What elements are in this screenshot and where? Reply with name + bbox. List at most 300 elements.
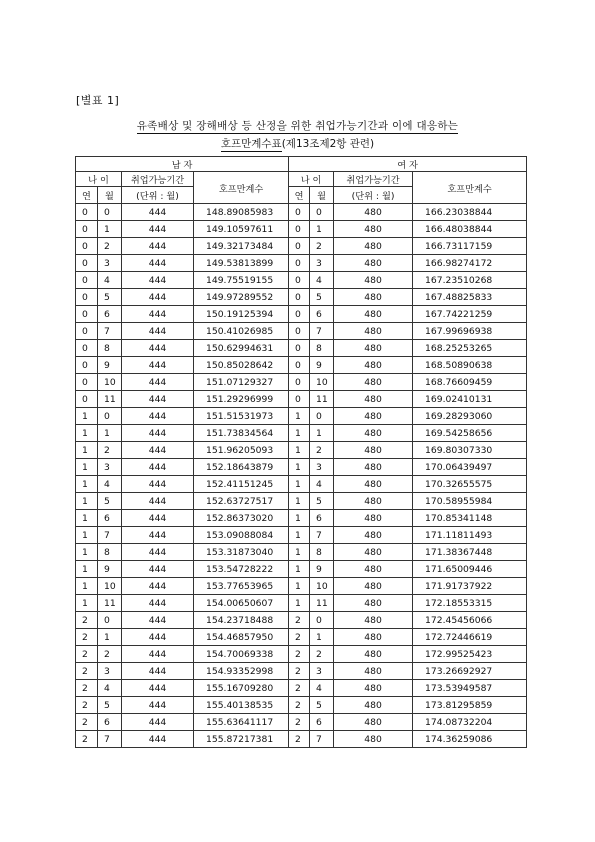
female-work-period-cell: 480 [334, 255, 413, 272]
male-coef-cell: 152.41151245 [194, 476, 289, 493]
table-title-line2 [0, 136, 595, 151]
male-age-year-cell: 0 [76, 272, 98, 289]
female-coef-cell: 169.54258656 [413, 425, 527, 442]
table-row [76, 663, 527, 680]
female-header: 여 자 [289, 157, 527, 172]
table-row [76, 544, 527, 561]
female-work-period-cell: 480 [334, 221, 413, 238]
female-coef-cell: 166.23038844 [413, 204, 527, 221]
male-coef-cell: 149.97289552 [194, 289, 289, 306]
table-row [76, 221, 527, 238]
male-coef-cell: 148.89085983 [194, 204, 289, 221]
table-body [76, 204, 527, 748]
table-row [76, 442, 527, 459]
female-coef-cell: 167.23510268 [413, 272, 527, 289]
male-age-month-cell: 11 [98, 391, 122, 408]
female-age-year-cell: 1 [289, 493, 310, 510]
female-age-month-cell: 5 [310, 697, 334, 714]
female-coef-cell: 173.53949587 [413, 680, 527, 697]
female-age-month-cell: 2 [310, 646, 334, 663]
female-coef-cell: 168.25253265 [413, 340, 527, 357]
male-age-year-cell: 2 [76, 731, 98, 748]
female-age-month-cell: 2 [310, 238, 334, 255]
female-work-period-cell: 480 [334, 697, 413, 714]
female-age-year-cell: 0 [289, 255, 310, 272]
table-row [76, 493, 527, 510]
female-coef-cell: 168.76609459 [413, 374, 527, 391]
female-work-period-header: 취업가능기간 [334, 172, 413, 187]
male-work-period-cell: 444 [122, 374, 194, 391]
male-header: 남 자 [76, 157, 289, 172]
female-age-year-cell: 0 [289, 340, 310, 357]
male-age-year-cell: 0 [76, 238, 98, 255]
female-coef-cell: 171.65009446 [413, 561, 527, 578]
female-work-period-cell: 480 [334, 646, 413, 663]
title-line2-underlined: 호프만계수표 [220, 138, 282, 150]
female-age-year-cell: 1 [289, 595, 310, 612]
male-work-period-cell: 444 [122, 680, 194, 697]
female-work-period-cell: 480 [334, 561, 413, 578]
female-age-year-cell: 1 [289, 476, 310, 493]
title-line2-rest: (제13조제2항 관련) [281, 138, 375, 150]
female-year-header: 연 [289, 187, 310, 204]
female-age-month-cell: 0 [310, 204, 334, 221]
male-age-year-cell: 1 [76, 459, 98, 476]
male-age-year-cell: 1 [76, 544, 98, 561]
female-age-year-cell: 1 [289, 408, 310, 425]
female-coef-cell: 169.80307330 [413, 442, 527, 459]
female-age-month-cell: 9 [310, 561, 334, 578]
male-age-year-cell: 0 [76, 340, 98, 357]
male-coef-cell: 149.75519155 [194, 272, 289, 289]
male-work-period-cell: 444 [122, 459, 194, 476]
male-age-month-cell: 2 [98, 442, 122, 459]
female-work-period-cell: 480 [334, 374, 413, 391]
male-age-year-cell: 2 [76, 629, 98, 646]
male-age-month-cell: 4 [98, 680, 122, 697]
male-work-period-cell: 444 [122, 255, 194, 272]
table-row [76, 255, 527, 272]
female-coef-cell: 167.48825833 [413, 289, 527, 306]
female-work-period-cell: 480 [334, 476, 413, 493]
female-age-year-cell: 0 [289, 221, 310, 238]
female-age-year-cell: 0 [289, 204, 310, 221]
female-age-year-cell: 1 [289, 459, 310, 476]
female-coef-cell: 169.02410131 [413, 391, 527, 408]
female-coef-cell: 166.48038844 [413, 221, 527, 238]
table-row [76, 272, 527, 289]
female-age-month-cell: 8 [310, 340, 334, 357]
male-age-month-cell: 1 [98, 425, 122, 442]
male-age-year-cell: 0 [76, 323, 98, 340]
male-work-period-header: 취업가능기간 [122, 172, 194, 187]
male-age-year-cell: 0 [76, 204, 98, 221]
female-coef-cell: 173.81295859 [413, 697, 527, 714]
table-row [76, 238, 527, 255]
female-age-year-cell: 2 [289, 731, 310, 748]
table-header [76, 157, 527, 204]
female-age-year-cell: 2 [289, 697, 310, 714]
male-age-year-cell: 0 [76, 221, 98, 238]
female-month-header: 월 [310, 187, 334, 204]
female-work-period-cell: 480 [334, 629, 413, 646]
female-age-year-cell: 2 [289, 629, 310, 646]
female-work-period-cell: 480 [334, 663, 413, 680]
female-age-month-cell: 10 [310, 578, 334, 595]
female-coef-cell: 172.45456066 [413, 612, 527, 629]
female-age-month-cell: 7 [310, 323, 334, 340]
male-work-period-cell: 444 [122, 357, 194, 374]
male-coef-cell: 154.23718488 [194, 612, 289, 629]
male-age-month-cell: 7 [98, 323, 122, 340]
male-coef-header: 호프만계수 [194, 172, 289, 204]
female-work-period-cell: 480 [334, 578, 413, 595]
male-age-year-cell: 2 [76, 680, 98, 697]
female-age-month-cell: 5 [310, 289, 334, 306]
female-work-period-cell: 480 [334, 204, 413, 221]
female-age-month-cell: 3 [310, 663, 334, 680]
male-coef-cell: 155.40138535 [194, 697, 289, 714]
table-row [76, 289, 527, 306]
table-row [76, 612, 527, 629]
appendix-label: [별표 1] [76, 94, 120, 107]
female-age-year-cell: 1 [289, 442, 310, 459]
male-age-month-cell: 8 [98, 544, 122, 561]
male-year-header: 연 [76, 187, 98, 204]
table-row [76, 510, 527, 527]
female-age-year-cell: 1 [289, 425, 310, 442]
female-age-month-cell: 4 [310, 680, 334, 697]
male-age-month-cell: 5 [98, 697, 122, 714]
male-coef-cell: 151.51531973 [194, 408, 289, 425]
female-age-month-cell: 1 [310, 425, 334, 442]
female-coef-cell: 170.32655575 [413, 476, 527, 493]
male-work-period-cell: 444 [122, 714, 194, 731]
male-work-period-cell: 444 [122, 527, 194, 544]
male-work-period-cell: 444 [122, 697, 194, 714]
male-age-year-cell: 1 [76, 425, 98, 442]
title-line1-text: 유족배상 및 장해배상 등 산정을 위한 취업가능기간과 이에 대응하는 [136, 120, 459, 132]
female-coef-cell: 167.74221259 [413, 306, 527, 323]
male-coef-cell: 155.63641117 [194, 714, 289, 731]
male-age-month-cell: 0 [98, 612, 122, 629]
male-age-year-cell: 1 [76, 476, 98, 493]
male-unit-header: (단위 : 월) [122, 187, 194, 204]
male-age-header: 나 이 [76, 172, 122, 187]
male-age-year-cell: 2 [76, 697, 98, 714]
male-coef-cell: 153.31873040 [194, 544, 289, 561]
female-coef-cell: 170.06439497 [413, 459, 527, 476]
female-age-month-cell: 6 [310, 306, 334, 323]
female-coef-cell: 166.73117159 [413, 238, 527, 255]
male-work-period-cell: 444 [122, 221, 194, 238]
male-month-header: 월 [98, 187, 122, 204]
male-work-period-cell: 444 [122, 595, 194, 612]
female-work-period-cell: 480 [334, 544, 413, 561]
female-coef-header: 호프만계수 [413, 172, 527, 204]
female-age-month-cell: 11 [310, 391, 334, 408]
female-coef-cell: 171.38367448 [413, 544, 527, 561]
male-age-month-cell: 10 [98, 578, 122, 595]
female-work-period-cell: 480 [334, 680, 413, 697]
male-age-month-cell: 3 [98, 663, 122, 680]
female-work-period-cell: 480 [334, 459, 413, 476]
male-coef-cell: 152.86373020 [194, 510, 289, 527]
female-age-month-cell: 7 [310, 731, 334, 748]
table-row [76, 527, 527, 544]
male-age-month-cell: 3 [98, 459, 122, 476]
male-age-month-cell: 11 [98, 595, 122, 612]
male-work-period-cell: 444 [122, 306, 194, 323]
female-age-year-cell: 0 [289, 374, 310, 391]
female-work-period-cell: 480 [334, 289, 413, 306]
male-age-year-cell: 2 [76, 612, 98, 629]
table-row [76, 357, 527, 374]
female-work-period-cell: 480 [334, 510, 413, 527]
female-age-month-cell: 1 [310, 629, 334, 646]
table-row [76, 646, 527, 663]
male-age-year-cell: 2 [76, 714, 98, 731]
male-age-year-cell: 1 [76, 510, 98, 527]
female-age-month-cell: 9 [310, 357, 334, 374]
table-row [76, 323, 527, 340]
male-age-month-cell: 3 [98, 255, 122, 272]
male-age-month-cell: 6 [98, 714, 122, 731]
female-work-period-cell: 480 [334, 714, 413, 731]
female-coef-cell: 167.99696938 [413, 323, 527, 340]
male-age-month-cell: 8 [98, 340, 122, 357]
female-age-month-cell: 4 [310, 476, 334, 493]
male-work-period-cell: 444 [122, 323, 194, 340]
female-coef-cell: 170.85341148 [413, 510, 527, 527]
male-age-month-cell: 6 [98, 306, 122, 323]
table-row [76, 595, 527, 612]
female-age-year-cell: 2 [289, 612, 310, 629]
female-work-period-cell: 480 [334, 425, 413, 442]
female-work-period-cell: 480 [334, 442, 413, 459]
female-work-period-cell: 480 [334, 612, 413, 629]
female-age-month-cell: 2 [310, 442, 334, 459]
female-age-year-cell: 0 [289, 323, 310, 340]
male-age-month-cell: 9 [98, 357, 122, 374]
male-age-year-cell: 1 [76, 408, 98, 425]
table-title-line1 [0, 118, 595, 133]
male-age-year-cell: 1 [76, 595, 98, 612]
female-age-month-cell: 6 [310, 510, 334, 527]
male-age-month-cell: 6 [98, 510, 122, 527]
male-coef-cell: 152.63727517 [194, 493, 289, 510]
female-age-month-cell: 6 [310, 714, 334, 731]
male-age-year-cell: 1 [76, 527, 98, 544]
male-age-year-cell: 1 [76, 493, 98, 510]
male-coef-cell: 155.87217381 [194, 731, 289, 748]
male-age-month-cell: 1 [98, 221, 122, 238]
table-row [76, 306, 527, 323]
male-work-period-cell: 444 [122, 612, 194, 629]
female-work-period-cell: 480 [334, 306, 413, 323]
male-coef-cell: 154.46857950 [194, 629, 289, 646]
table-row [76, 340, 527, 357]
male-work-period-cell: 444 [122, 442, 194, 459]
male-coef-cell: 155.16709280 [194, 680, 289, 697]
female-work-period-cell: 480 [334, 323, 413, 340]
male-coef-cell: 152.18643879 [194, 459, 289, 476]
male-age-month-cell: 2 [98, 646, 122, 663]
male-age-month-cell: 4 [98, 476, 122, 493]
female-age-month-cell: 7 [310, 527, 334, 544]
female-age-year-cell: 0 [289, 357, 310, 374]
table-row [76, 476, 527, 493]
male-work-period-cell: 444 [122, 510, 194, 527]
table-row [76, 561, 527, 578]
male-coef-cell: 153.77653965 [194, 578, 289, 595]
male-work-period-cell: 444 [122, 493, 194, 510]
female-coef-cell: 170.58955984 [413, 493, 527, 510]
female-age-year-cell: 1 [289, 527, 310, 544]
female-work-period-cell: 480 [334, 272, 413, 289]
table-row [76, 204, 527, 221]
male-coef-cell: 150.41026985 [194, 323, 289, 340]
female-age-year-cell: 2 [289, 680, 310, 697]
male-work-period-cell: 444 [122, 731, 194, 748]
male-age-month-cell: 10 [98, 374, 122, 391]
female-age-month-cell: 3 [310, 255, 334, 272]
male-work-period-cell: 444 [122, 544, 194, 561]
female-age-month-cell: 0 [310, 612, 334, 629]
male-coef-cell: 154.70069338 [194, 646, 289, 663]
male-work-period-cell: 444 [122, 340, 194, 357]
table-row [76, 731, 527, 748]
male-work-period-cell: 444 [122, 646, 194, 663]
female-work-period-cell: 480 [334, 493, 413, 510]
female-coef-cell: 168.50890638 [413, 357, 527, 374]
male-coef-cell: 150.19125394 [194, 306, 289, 323]
female-age-month-cell: 0 [310, 408, 334, 425]
table-row [76, 578, 527, 595]
male-age-month-cell: 9 [98, 561, 122, 578]
table-row [76, 680, 527, 697]
female-work-period-cell: 480 [334, 731, 413, 748]
male-age-year-cell: 2 [76, 646, 98, 663]
male-coef-cell: 151.96205093 [194, 442, 289, 459]
male-age-month-cell: 0 [98, 408, 122, 425]
male-work-period-cell: 444 [122, 391, 194, 408]
female-unit-header: (단위 : 월) [334, 187, 413, 204]
male-coef-cell: 151.73834564 [194, 425, 289, 442]
male-coef-cell: 151.07129327 [194, 374, 289, 391]
male-age-year-cell: 2 [76, 663, 98, 680]
female-age-year-cell: 0 [289, 391, 310, 408]
female-age-month-cell: 11 [310, 595, 334, 612]
male-age-month-cell: 0 [98, 204, 122, 221]
male-coef-cell: 149.53813899 [194, 255, 289, 272]
male-work-period-cell: 444 [122, 663, 194, 680]
female-age-year-cell: 0 [289, 238, 310, 255]
male-age-month-cell: 5 [98, 289, 122, 306]
female-age-year-cell: 1 [289, 510, 310, 527]
male-coef-cell: 153.54728222 [194, 561, 289, 578]
male-work-period-cell: 444 [122, 289, 194, 306]
table-row [76, 629, 527, 646]
female-work-period-cell: 480 [334, 238, 413, 255]
male-work-period-cell: 444 [122, 408, 194, 425]
male-work-period-cell: 444 [122, 629, 194, 646]
female-coef-cell: 169.28293060 [413, 408, 527, 425]
female-work-period-cell: 480 [334, 357, 413, 374]
female-age-year-cell: 1 [289, 544, 310, 561]
female-age-year-cell: 2 [289, 646, 310, 663]
female-age-year-cell: 1 [289, 561, 310, 578]
table-row [76, 714, 527, 731]
male-coef-cell: 150.85028642 [194, 357, 289, 374]
male-age-year-cell: 0 [76, 357, 98, 374]
female-age-month-cell: 5 [310, 493, 334, 510]
table-row [76, 408, 527, 425]
male-work-period-cell: 444 [122, 272, 194, 289]
male-age-month-cell: 5 [98, 493, 122, 510]
female-age-year-cell: 1 [289, 578, 310, 595]
male-coef-cell: 154.93352998 [194, 663, 289, 680]
female-work-period-cell: 480 [334, 527, 413, 544]
male-work-period-cell: 444 [122, 425, 194, 442]
male-age-year-cell: 0 [76, 374, 98, 391]
table-row [76, 459, 527, 476]
female-work-period-cell: 480 [334, 391, 413, 408]
table-row [76, 425, 527, 442]
female-work-period-cell: 480 [334, 595, 413, 612]
male-coef-cell: 149.10597611 [194, 221, 289, 238]
male-work-period-cell: 444 [122, 476, 194, 493]
male-work-period-cell: 444 [122, 238, 194, 255]
male-age-year-cell: 1 [76, 561, 98, 578]
male-age-month-cell: 7 [98, 527, 122, 544]
female-age-year-cell: 0 [289, 306, 310, 323]
female-age-month-cell: 10 [310, 374, 334, 391]
female-coef-cell: 174.08732204 [413, 714, 527, 731]
male-age-year-cell: 0 [76, 255, 98, 272]
female-age-year-cell: 2 [289, 714, 310, 731]
female-age-month-cell: 8 [310, 544, 334, 561]
male-age-month-cell: 7 [98, 731, 122, 748]
male-age-month-cell: 1 [98, 629, 122, 646]
female-work-period-cell: 480 [334, 340, 413, 357]
male-coef-cell: 153.09088084 [194, 527, 289, 544]
female-coef-cell: 166.98274172 [413, 255, 527, 272]
female-age-year-cell: 2 [289, 663, 310, 680]
male-work-period-cell: 444 [122, 578, 194, 595]
table-row [76, 391, 527, 408]
male-age-month-cell: 4 [98, 272, 122, 289]
male-coef-cell: 149.32173484 [194, 238, 289, 255]
male-coef-cell: 151.29296999 [194, 391, 289, 408]
female-coef-cell: 172.99525423 [413, 646, 527, 663]
female-age-header: 나 이 [289, 172, 334, 187]
male-age-month-cell: 2 [98, 238, 122, 255]
female-age-month-cell: 4 [310, 272, 334, 289]
male-age-year-cell: 1 [76, 578, 98, 595]
male-work-period-cell: 444 [122, 204, 194, 221]
male-work-period-cell: 444 [122, 561, 194, 578]
male-age-year-cell: 1 [76, 442, 98, 459]
female-coef-cell: 172.18553315 [413, 595, 527, 612]
female-coef-cell: 171.91737922 [413, 578, 527, 595]
female-coef-cell: 174.36259086 [413, 731, 527, 748]
table-row [76, 697, 527, 714]
male-age-year-cell: 0 [76, 289, 98, 306]
female-coef-cell: 173.26692927 [413, 663, 527, 680]
female-age-year-cell: 0 [289, 289, 310, 306]
male-age-year-cell: 0 [76, 306, 98, 323]
